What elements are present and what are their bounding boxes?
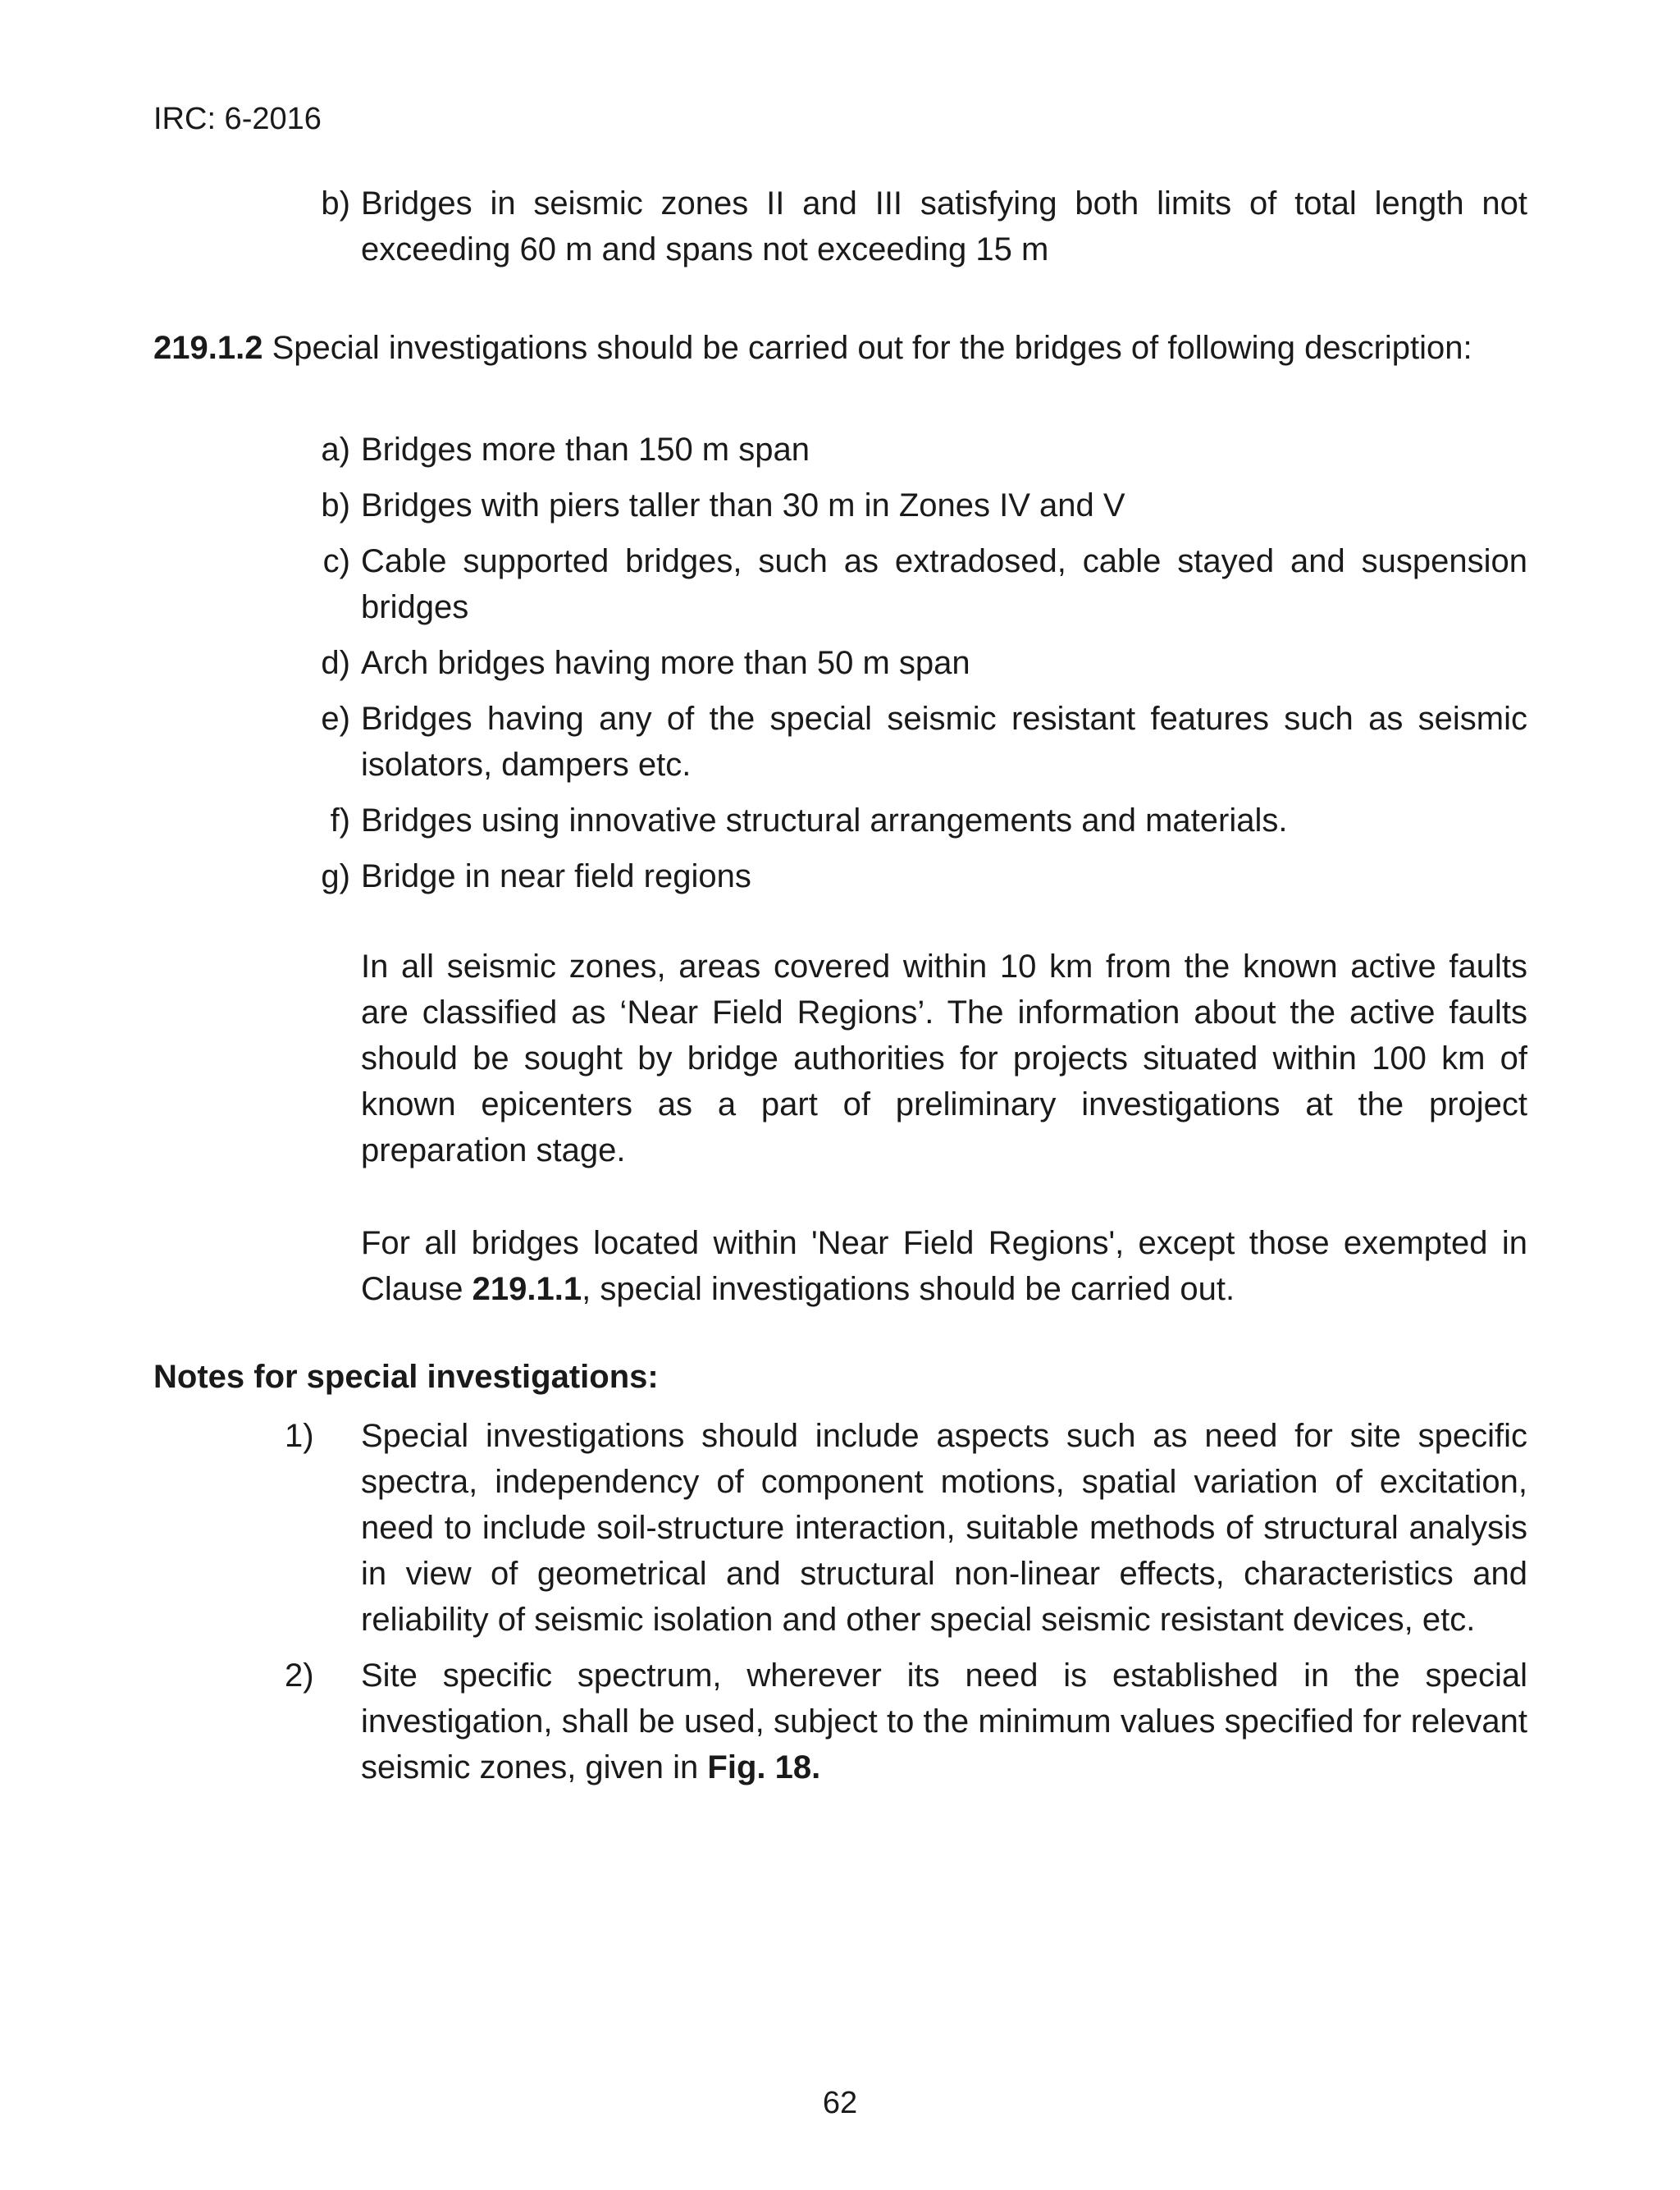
near-field-paragraph-block [153, 944, 1527, 1173]
exemption-paragraph-block [153, 1220, 1527, 1312]
special-investigation-list [153, 427, 1527, 899]
exemption-text-after: , special investigations should be carried out. [582, 1271, 1235, 1307]
list-item-label: 1) [285, 1418, 314, 1454]
exemption-paragraph [153, 1220, 1527, 1312]
list-item-text: Bridge in near field regions [361, 858, 751, 894]
figure-reference: Fig. 18. [707, 1749, 821, 1785]
list-item-label: b) [321, 487, 350, 523]
document-code: IRC: 6-2016 [153, 102, 322, 136]
list-item-text: Bridges with piers taller than 30 m in Zones IV and V [361, 487, 1125, 523]
list-item [153, 1653, 1527, 1790]
clause-number: 219.1.2 [153, 330, 263, 366]
list-item-label: b) [321, 185, 350, 222]
notes-list [153, 1413, 1527, 1790]
exemption-text-before: For all bridges located within 'Near Field Regions', except those exempted in Clause [361, 1225, 1527, 1307]
list-item-text: Bridges in seismic zones II and III satisfying both limits of total length not exceeding 60 m and spans not exceeding 15 m [361, 185, 1527, 267]
list-item [153, 538, 1527, 630]
clause-219-1-2 [153, 325, 1527, 371]
list-item-text: Site specific spectrum, wherever its need is established in the special investigation, shall be used, subject to the minimum values specified for relevant seismic zones, given in [361, 1657, 1527, 1785]
list-item-label: 2) [285, 1657, 314, 1694]
list-item [153, 181, 1527, 272]
list-item [153, 640, 1527, 686]
list-item-label: a) [321, 432, 350, 468]
list-item [153, 427, 1527, 473]
list-item [153, 482, 1527, 528]
list-item-text: Bridges having any of the special seismic resistant features such as seismic isolators, dampers etc. [361, 701, 1527, 783]
intro-list [153, 181, 1527, 272]
list-item-label: d) [321, 645, 350, 681]
clause-intro [153, 325, 1527, 371]
list-item-label: e) [321, 701, 350, 737]
list-item-text: Bridges more than 150 m span [361, 432, 810, 468]
list-item-text: Arch bridges having more than 50 m span [361, 645, 970, 681]
list-item-text: Cable supported bridges, such as extradosed, cable stayed and suspension bridges [361, 543, 1527, 625]
list-item-label: f) [330, 802, 350, 839]
page-number: 62 [822, 2086, 858, 2120]
notes-heading: Notes for special investigations: [153, 1359, 659, 1395]
list-item [153, 696, 1527, 788]
list-item [153, 1413, 1527, 1643]
list-item-text: Bridges using innovative structural arrangements and materials. [361, 802, 1288, 839]
list-item [153, 853, 1527, 899]
list-item-label: g) [321, 858, 350, 894]
near-field-paragraph: In all seismic zones, areas covered within 10 km from the known active faults are classified as ‘Near Field Regions’. The information about the active faults should be sought by bridge authorities for projects situated within 100 km of known epicenters as a part of preliminary investigations at the project preparation stage. [361, 949, 1527, 1168]
list-item-text: Special investigations should include aspects such as need for site specific spectra, independency of component motions, spatial variation of excitation, need to include soil-structure interaction, suitable methods of structural analysis in view of geometrical and structural non-linear effects, characteristics and reliability of seismic isolation and other special seismic resistant devices, etc. [361, 1418, 1527, 1638]
list-item-label: c) [322, 543, 350, 579]
clause-text: Special investigations should be carried out for the bridges of following description: [262, 330, 1472, 366]
list-item [153, 798, 1527, 844]
clause-reference: 219.1.1 [472, 1271, 582, 1307]
notes-heading-block [153, 1354, 1527, 1400]
